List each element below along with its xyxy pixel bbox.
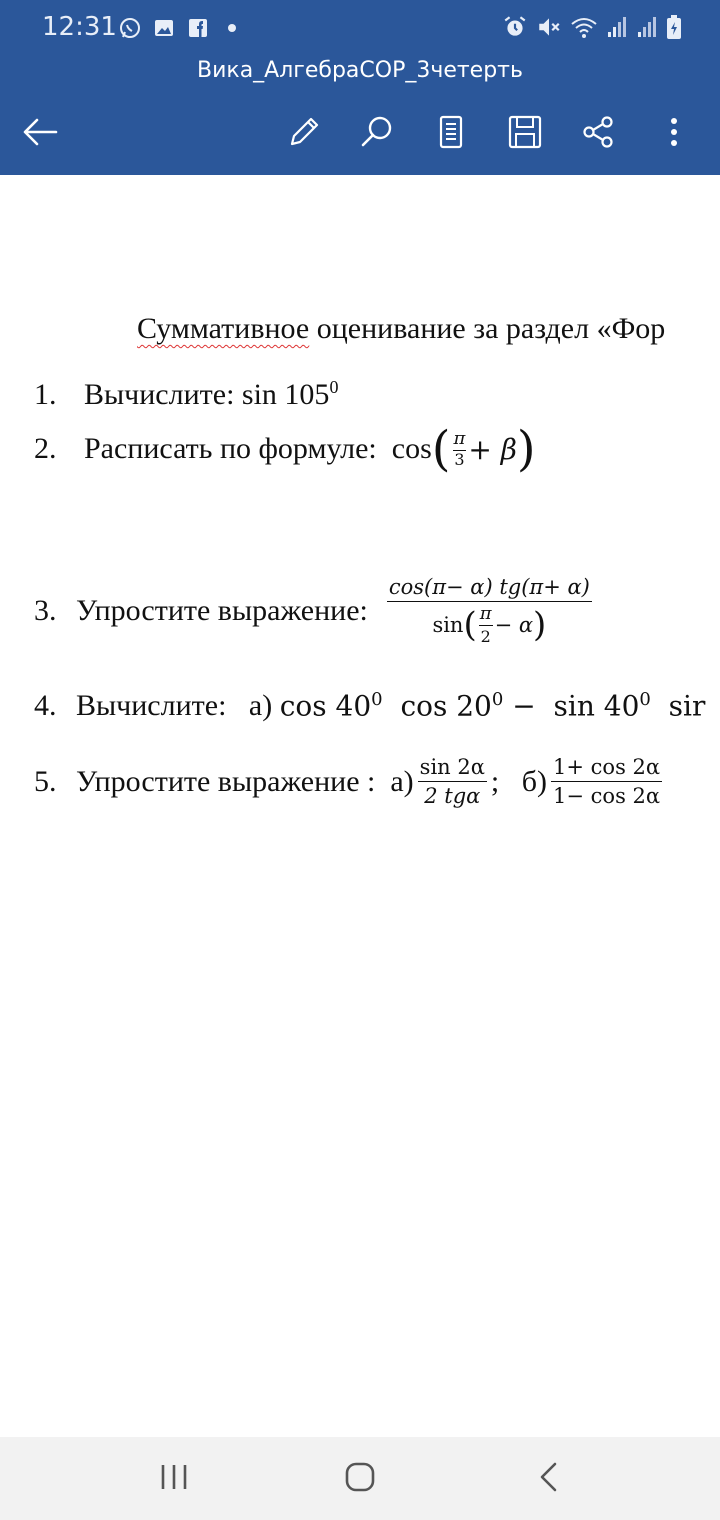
pi-over-3-fraction: π 3	[453, 428, 466, 469]
status-bar	[0, 0, 720, 56]
document-page[interactable]	[0, 175, 720, 1437]
task-1-expression: $\sin 105^0$	[241, 377, 339, 411]
document-title: Вика_АлгебраСОР_3четерть	[197, 58, 523, 83]
edit-button[interactable]	[284, 114, 324, 154]
wifi-icon	[570, 14, 598, 44]
back-arrow-icon	[22, 117, 58, 151]
reading-view-button[interactable]	[431, 114, 471, 154]
status-time: 12:31	[42, 12, 117, 42]
toolbar	[0, 104, 720, 160]
app-bar	[0, 0, 720, 175]
gallery-icon	[152, 16, 176, 40]
search-button[interactable]	[357, 114, 397, 154]
back-nav-button[interactable]	[524, 1459, 572, 1499]
more-vertical-icon	[668, 115, 680, 153]
save-icon	[507, 114, 543, 154]
task-5: 5. Упростите выражение : а) $\frac{\sin 2\alpha}{\text{2 tgα}}$ ; б) $\frac{1+ \cos 2\alpha}{1- \cos 2\alpha}$	[34, 755, 661, 808]
facebook-icon	[186, 16, 210, 40]
notification-icons	[118, 14, 236, 42]
task-3: 3. Упростите выражение: cos(π− α) tg(π+ α) sin ( π 2 − α )	[34, 575, 590, 646]
alarm-icon	[502, 14, 528, 44]
pencil-icon	[287, 115, 321, 153]
spelling-error-word: Суммативное	[137, 312, 310, 345]
whatsapp-icon	[118, 16, 142, 40]
share-button[interactable]	[578, 114, 618, 154]
home-icon	[344, 1461, 376, 1497]
share-icon	[581, 115, 615, 153]
home-button[interactable]	[336, 1459, 384, 1499]
document-heading: Суммативное оценивание за раздел «Фор	[137, 312, 666, 345]
task-4: 4. Вычислите: а) $\cos 40^0$ $\cos 20^0 - \sin 40^0$ sir	[34, 689, 706, 723]
task-5b-fraction: $\frac{1+ \cos 2\alpha}{1- \cos 2\alpha}$	[553, 755, 661, 808]
more-options-button[interactable]	[654, 114, 694, 154]
signal-icon	[606, 15, 628, 43]
signal-2-icon	[636, 15, 658, 43]
save-button[interactable]	[505, 114, 545, 154]
system-navigation-bar	[0, 1437, 720, 1520]
recent-apps-icon	[159, 1463, 189, 1495]
task-3-fraction: cos(π− α) tg(π+ α) sin ( π 2 − α )	[388, 575, 590, 646]
recent-apps-button[interactable]	[150, 1459, 198, 1499]
battery-icon	[666, 14, 682, 44]
task-1: 1. Вычислите: $\sin 105^0$	[34, 377, 339, 411]
back-button[interactable]	[20, 114, 60, 154]
mute-icon	[536, 14, 562, 44]
task-2: 2. Расписать по формуле: cos ( π 3 + β )	[34, 421, 536, 477]
task-5a-fraction: $\frac{\sin 2\alpha}{\text{2 tgα}}$	[419, 755, 485, 808]
search-icon	[359, 114, 395, 154]
system-icons	[502, 14, 682, 44]
reading-view-icon	[438, 114, 464, 154]
more-notifications-dot	[228, 24, 236, 32]
back-nav-icon	[537, 1461, 559, 1497]
